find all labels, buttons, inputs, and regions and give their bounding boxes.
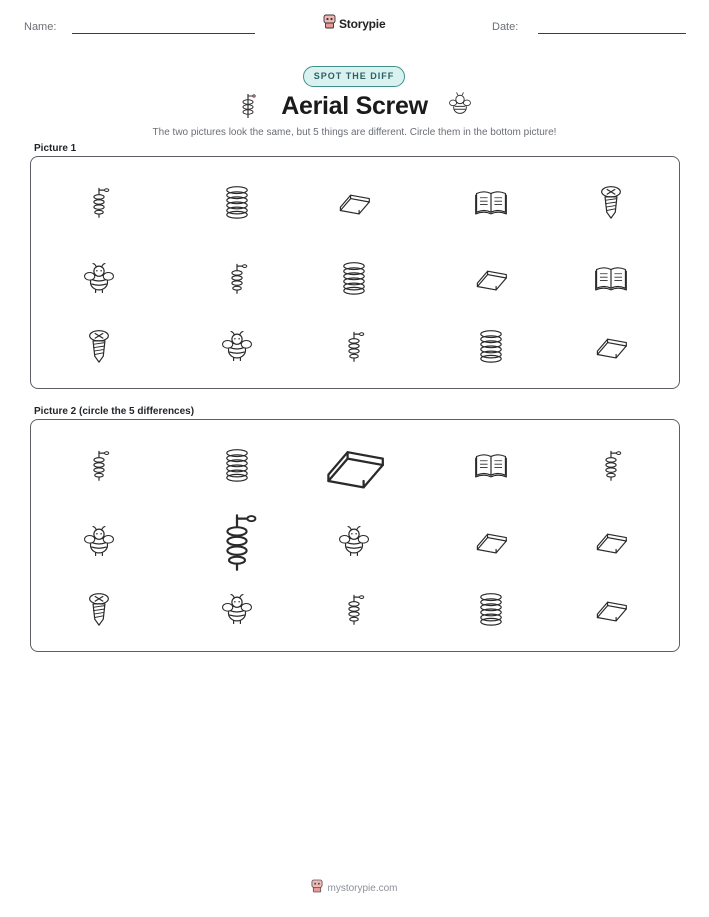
date-label: Date: bbox=[492, 21, 519, 33]
aerial-screw-icon[interactable] bbox=[82, 185, 116, 219]
spring-icon[interactable] bbox=[474, 329, 508, 363]
spring-icon[interactable] bbox=[220, 185, 254, 219]
storypie-mascot-icon bbox=[323, 14, 336, 34]
storypie-mascot-icon bbox=[311, 879, 323, 898]
date-field[interactable] bbox=[538, 33, 686, 34]
eraser-icon[interactable] bbox=[474, 261, 508, 295]
bee-icon bbox=[446, 91, 474, 124]
brand-name: Storypie bbox=[339, 17, 386, 31]
instructions: The two pictures look the same, but 5 things are different. Circle them in the bottom picture! bbox=[152, 127, 557, 138]
footer-site[interactable]: mystorypie.com bbox=[327, 883, 398, 894]
aerial-screw-icon[interactable] bbox=[594, 448, 628, 482]
aerial-screw-icon[interactable] bbox=[220, 261, 254, 295]
screw-icon[interactable] bbox=[82, 329, 116, 363]
page-title: Aerial Screw bbox=[281, 92, 428, 120]
spring-icon[interactable] bbox=[220, 448, 254, 482]
eraser-icon[interactable] bbox=[337, 185, 371, 219]
picture1-label: Picture 1 bbox=[34, 143, 77, 154]
name-label: Name: bbox=[24, 21, 57, 33]
bee-icon[interactable] bbox=[337, 524, 371, 558]
screw-icon[interactable] bbox=[82, 592, 116, 626]
aerial-screw-icon[interactable] bbox=[337, 592, 371, 626]
eraser-icon[interactable] bbox=[594, 329, 628, 363]
activity-tag: SPOT THE DIFF bbox=[303, 66, 405, 87]
spring-icon[interactable] bbox=[337, 261, 371, 295]
picture1-panel[interactable] bbox=[30, 156, 680, 389]
brand-logo bbox=[323, 14, 385, 34]
screw-icon[interactable] bbox=[594, 185, 628, 219]
bee-icon[interactable] bbox=[220, 329, 254, 363]
book-icon[interactable] bbox=[594, 261, 628, 295]
picture2-panel[interactable] bbox=[30, 419, 680, 652]
bee-icon[interactable] bbox=[82, 261, 116, 295]
footer bbox=[0, 879, 709, 898]
aerial-screw-icon[interactable] bbox=[337, 329, 371, 363]
spring-icon[interactable] bbox=[474, 592, 508, 626]
aerial-screw-icon[interactable] bbox=[82, 448, 116, 482]
eraser-icon[interactable] bbox=[594, 592, 628, 626]
bee-icon[interactable] bbox=[82, 524, 116, 558]
book-icon[interactable] bbox=[474, 185, 508, 219]
picture2-label: Picture 2 (circle the 5 differences) bbox=[34, 406, 195, 417]
name-field[interactable] bbox=[72, 33, 255, 34]
eraser-icon[interactable] bbox=[322, 433, 386, 497]
eraser-icon[interactable] bbox=[594, 524, 628, 558]
book-icon[interactable] bbox=[474, 448, 508, 482]
eraser-icon[interactable] bbox=[474, 524, 508, 558]
aerial-screw-icon[interactable] bbox=[205, 509, 269, 573]
bee-icon[interactable] bbox=[220, 592, 254, 626]
